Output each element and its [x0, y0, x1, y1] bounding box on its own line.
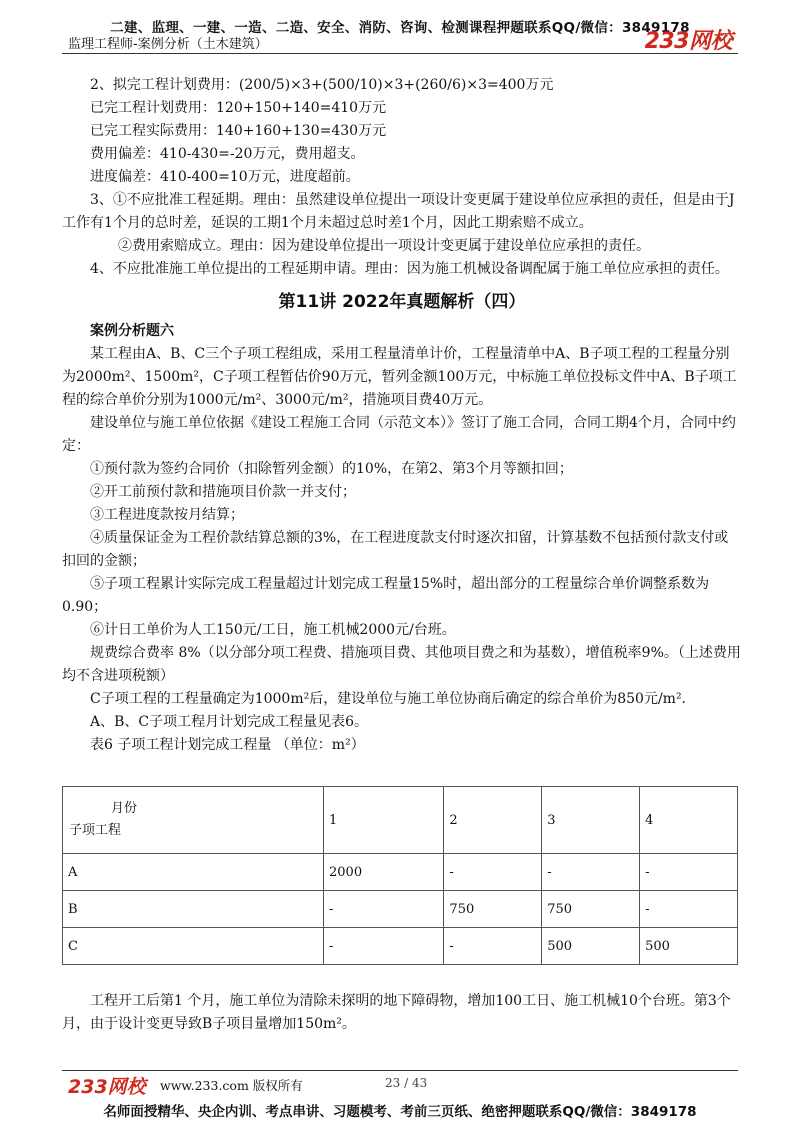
answer-2-line-4: 费用偏差：410-430=-20万元，费用超支。	[90, 146, 365, 162]
table-cell: 500	[640, 928, 738, 965]
table-cell: 750	[444, 891, 542, 928]
header-month-label: 月份	[111, 801, 138, 816]
row-label-cell: C	[63, 928, 324, 965]
planned-quantity-table	[62, 786, 738, 965]
footer-promo: 名师面授精华、央企内训、考点串讲、习题模考、考前三页纸、绝密押题联系QQ/微信：3849178	[103, 1104, 697, 1120]
row-label-cell: A	[63, 854, 324, 891]
table-header-row	[63, 787, 738, 854]
table-cell: -	[444, 928, 542, 965]
answer-4: 4、不应批准施工单位提出的工程延期申请。理由：因为施工机械设备调配属于施工单位应承担的责任。	[90, 261, 729, 277]
after-table-paragraph	[62, 990, 742, 1036]
case-para-2: 建设单位与施工单位依据《建设工程施工合同（示范文本）》签订了施工合同，合同工期4个月，合同中约定：	[62, 415, 736, 454]
header-divider	[62, 53, 738, 54]
answer-3-part-2: ②费用索赔成立。理由：因为建设单位提出一项设计变更属于建设单位应承担的责任。	[118, 238, 650, 254]
header-promo: 二建、监理、一建、一造、二造、安全、消防、咨询、检测课程押题联系QQ/微信：3849178	[110, 20, 690, 36]
table-caption: 表6 子项工程计划完成工程量 （单位：m²）	[90, 737, 365, 753]
table-cell: -	[542, 854, 640, 891]
footer-divider	[62, 1070, 738, 1071]
case-para-1: 某工程由A、B、C三个子项工程组成，采用工程量清单计价，工程量清单中A、B子项工程的工程量分别为2000m²、1500m²，C子项工程暂估价90万元，暂列金额100万元，中标施工单位投标文件中A、B子项工程的综合单价分别为1000元/m²、3000元/m²，措施项目费40万元。	[62, 346, 737, 408]
table-cell: -	[640, 854, 738, 891]
month-header-cell: 4	[640, 787, 738, 854]
case-term-6: ⑥计日工单价为人工150元/工日，施工机械2000元/台班。	[90, 622, 456, 638]
footer-logo: 233网校	[68, 1076, 146, 1098]
case-title: 案例分析题六	[90, 323, 174, 339]
table-row	[63, 891, 738, 928]
table-cell: -	[324, 891, 444, 928]
answer-2-line-5: 进度偏差：410-400=10万元，进度超前。	[90, 169, 360, 185]
month-header-cell: 3	[542, 787, 640, 854]
table-row	[63, 854, 738, 891]
answer-2-line-1: 2、拟完工程计划费用：(200/5)×3+(500/10)×3+(260/6)×3=400万元	[90, 77, 554, 93]
table-cell: 750	[542, 891, 640, 928]
month-header-cell: 1	[324, 787, 444, 854]
row-label-cell: B	[63, 891, 324, 928]
case-term-2: ②开工前预付款和措施项目价款一并支付；	[90, 484, 356, 500]
table-cell: -	[444, 854, 542, 891]
table-corner-cell	[63, 787, 324, 854]
table-cell: -	[640, 891, 738, 928]
document-body	[62, 74, 742, 757]
header-subtitle: 监理工程师-案例分析（土木建筑）	[68, 37, 268, 52]
table-row	[63, 928, 738, 965]
header-subproject-label: 子项工程	[69, 823, 122, 838]
answer-3-part-1: 3、①不应批准工程延期。理由：虽然建设单位提出一项设计变更属于建设单位应承担的责任，但是由于J工作有1个月的总时差，延误的工期1个月未超过总时差1个月，因此工期索赔不成立。	[62, 192, 735, 231]
section-title: 第11讲 2022年真题解析（四）	[278, 292, 526, 312]
case-para-fees: 规费综合费率 8%（以分部分项工程费、措施项目费、其他项目费之和为基数），增值税率9%。（上述费用均不含进项税额）	[62, 645, 741, 684]
answer-2-line-3: 已完工程实际费用：140+160+130=430万元	[90, 123, 387, 139]
case-para-table-ref: A、B、C子项工程月计划完成工程量见表6。	[90, 714, 369, 730]
case-term-5: ⑤子项工程累计实际完成工程量超过计划完成工程量15%时，超出部分的工程量综合单价调整系数为0.90；	[62, 576, 710, 615]
case-term-3: ③工程进度款按月结算；	[90, 507, 244, 523]
footer-copyright: www.233.com 版权所有	[160, 1078, 303, 1093]
brand-logo: 233网校	[644, 29, 732, 54]
table-cell: 2000	[324, 854, 444, 891]
answer-2-line-2: 已完工程计划费用：120+150+140=410万元	[90, 100, 387, 116]
page-number: 23 / 43	[385, 1076, 428, 1090]
table-cell: 500	[542, 928, 640, 965]
month-header-cell: 2	[444, 787, 542, 854]
after-paragraph-text: 工程开工后第1 个月，施工单位为清除未探明的地下障碍物，增加100工日、施工机械10个台班。第3个月，由于设计变更导致B子项目量增加150m²。	[62, 993, 731, 1032]
case-term-4: ④质量保证金为工程价款结算总额的3%，在工程进度款支付时逐次扣留，计算基数不包括预付款支付或扣回的金额；	[62, 530, 729, 569]
case-para-c-price: C子项工程的工程量确定为1000m²后，建设单位与施工单位协商后确定的综合单价为850元/m².	[90, 691, 687, 707]
table-cell: -	[324, 928, 444, 965]
case-term-1: ①预付款为签约合同价（扣除暂列金额）的10%，在第2、第3个月等额扣回；	[90, 461, 573, 477]
